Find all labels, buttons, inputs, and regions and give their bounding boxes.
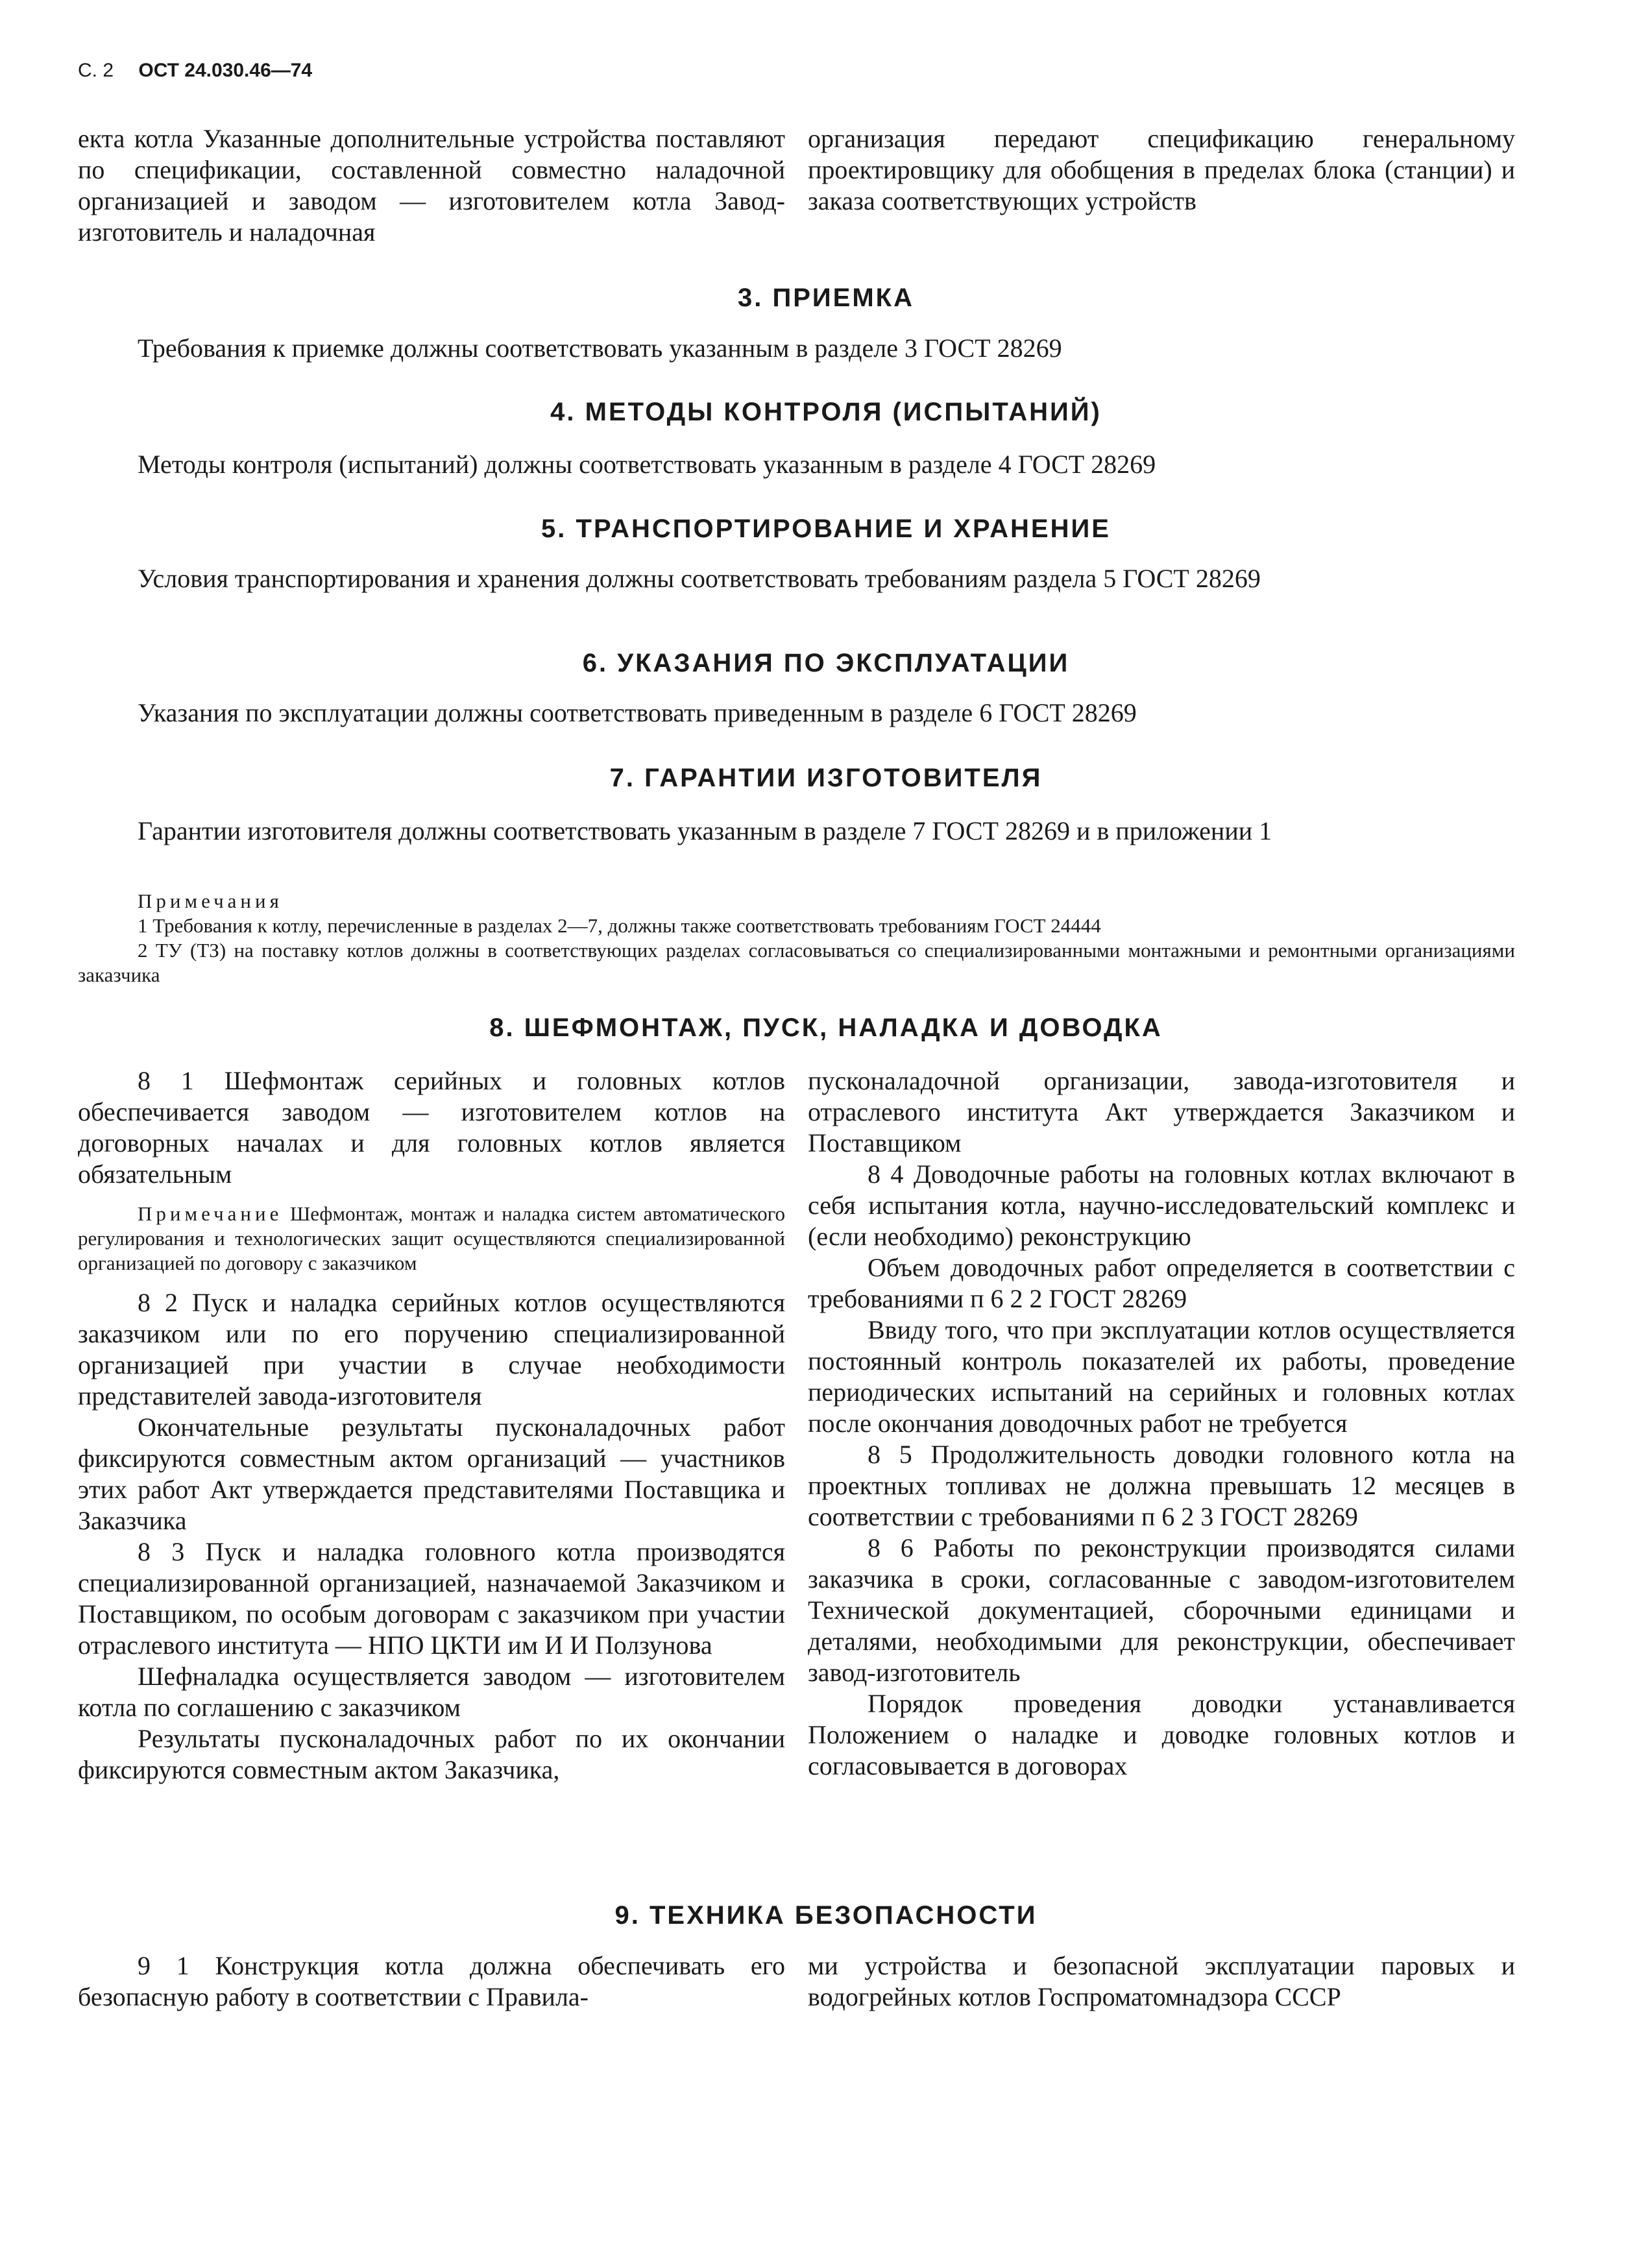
section-7-title: 7. ГАРАНТИИ ИЗГОТОВИТЕЛЯ (609, 764, 1043, 792)
paragraph: Окончательные результаты пусконаладочных работ фиксируются совместным актом организаций — участников этих работ Акт утверждается представителями Поставщика и Заказчика (78, 1412, 785, 1535)
section-9-left (78, 1950, 785, 2013)
top-continuation-left (78, 123, 785, 248)
note-text: Шефмонтаж, монтаж и наладка систем автоматического регулирования и технологических защит осуществляются специализированной организацией по договору с заказчиком (78, 1202, 786, 1274)
paragraph: Объем доводочных работ определяется в соответствии с требованиями п 6 2 2 ГОСТ 28269 (808, 1253, 1515, 1313)
section-5-body (78, 563, 1515, 594)
document-code: ОСТ 24.030.46—74 (138, 60, 313, 81)
note-1: 1 Требования к котлу, перечисленные в разделах 2—7, должны также соответствовать требованиям ГОСТ 24444 (138, 914, 1101, 937)
section-6-title: 6. УКАЗАНИЯ ПО ЭКСПЛУАТАЦИИ (582, 649, 1070, 677)
section-8-left-column (78, 1065, 785, 1786)
paragraph: Результаты пусконаладочных работ по их окончании фиксируются совместным актом Заказчика, (78, 1724, 785, 1784)
paragraph-8-4: 8 4 Доводочные работы на головных котлах включают в себя испытания котла, научно-исследовательский комплекс и (если необходимо) реконструкцию (808, 1159, 1515, 1251)
note-2: 2 ТУ (ТЗ) на поставку котлов должны в соответствующих разделах согласовываться со специализированными монтажными и ремонтными организациями заказчика (78, 939, 1515, 986)
section-7-body (78, 816, 1515, 847)
page-number: С. 2 (78, 60, 114, 81)
note-label: Примечание (138, 1202, 283, 1225)
section-9-right (808, 1950, 1515, 2013)
section-9-title: 9. ТЕХНИКА БЕЗОПАСНОСТИ (614, 1901, 1038, 1930)
section-7-notes (78, 889, 1515, 988)
paragraph-8-5: 8 5 Продолжительность доводки головного котла на проектных топливах не должна превышать 12 месяцев в соответствии с требованиями п 6 2 3 ГОСТ 28269 (808, 1440, 1515, 1531)
section-4-title: 4. МЕТОДЫ КОНТРОЛЯ (ИСПЫТАНИЙ) (550, 398, 1102, 426)
top-continuation-right (808, 123, 1515, 217)
section-3-body (78, 333, 1515, 364)
page-header (78, 60, 312, 82)
paragraph: Гарантии изготовителя должны соответствовать указанным в разделе 7 ГОСТ 28269 и в приложении 1 (138, 816, 1272, 845)
paragraph: организация передают спецификацию генеральному проектировщику для обобщения в пределах блока (станции) и заказа соответствующих устройств (808, 124, 1515, 215)
paragraph-8-2: 8 2 Пуск и наладка серийных котлов осуществляются заказчиком или по его поручению специализированной организацией при участии в случае необходимости представителей завода-изготовителя (78, 1288, 785, 1411)
paragraph-8-6: 8 6 Работы по реконструкции производятся силами заказчика в сроки, согласованные с заводом-изготовителем Технической документацией, сборочными единицами и деталями, необходимыми для реконструкции, обеспечивает завод-изготовитель (808, 1533, 1515, 1687)
paragraph: Методы контроля (испытаний) должны соответствовать указанным в разделе 4 ГОСТ 28269 (138, 450, 1156, 479)
section-8-title: 8. ШЕФМОНТАЖ, ПУСК, НАЛАДКА И ДОВОДКА (489, 1013, 1163, 1042)
section-8-note (78, 1202, 785, 1276)
paragraph: Шефналадка осуществляется заводом — изготовителем котла по соглашению с заказчиком (78, 1662, 785, 1722)
paragraph: Условия транспортирования и хранения должны соответствовать требованиям раздела 5 ГОСТ 28269 (138, 564, 1261, 593)
paragraph-8-1: 8 1 Шефмонтаж серийных и головных котлов обеспечивается заводом — изготовителем котлов на договорных началах и для головных котлов является обязательным (78, 1066, 785, 1189)
section-5-title: 5. ТРАНСПОРТИРОВАНИЕ И ХРАНЕНИЕ (541, 515, 1111, 543)
section-8-right-column (808, 1065, 1515, 1782)
paragraph-8-3: 8 3 Пуск и наладка головного котла производятся специализированной организацией, назначаемой Заказчиком и Поставщиком, по особым договорам с заказчиком при участии отраслевого института — НПО ЦКТИ им И И Ползунова (78, 1537, 785, 1660)
paragraph: пусконаладочной организации, завода-изготовителя и отраслевого института Акт утверждается Заказчиком и Поставщиком (808, 1066, 1515, 1158)
paragraph: Указания по эксплуатации должны соответствовать приведенным в разделе 6 ГОСТ 28269 (138, 698, 1137, 727)
paragraph: Ввиду того, что при эксплуатации котлов осуществляется постоянный контроль показателей их работы, проведение периодических испытаний на серийных и головных котлах после окончания доводочных работ не требуется (808, 1315, 1515, 1438)
notes-label: Примечания (138, 890, 283, 912)
section-3-title: 3. ПРИЕМКА (738, 284, 914, 312)
section-6-body (78, 697, 1515, 729)
paragraph: Требования к приемке должны соответствовать указанным в разделе 3 ГОСТ 28269 (138, 333, 1062, 363)
section-4-body (78, 449, 1515, 480)
paragraph: ми устройства и безопасной эксплуатации паровых и водогрейных котлов Госпроматомнадзора СССР (808, 1951, 1515, 2011)
paragraph-9-1: 9 1 Конструкция котла должна обеспечивать его безопасную работу в соответствии с Правила- (78, 1951, 785, 2011)
paragraph: екта котла Указанные дополнительные устройства поставляют по спецификации, составленной совместно наладочной организацией и заводом — изготовителем котла Завод-изготовитель и наладочная (78, 124, 785, 247)
paragraph: Порядок проведения доводки устанавливается Положением о наладке и доводке головных котлов и согласовывается в договорах (808, 1689, 1515, 1780)
